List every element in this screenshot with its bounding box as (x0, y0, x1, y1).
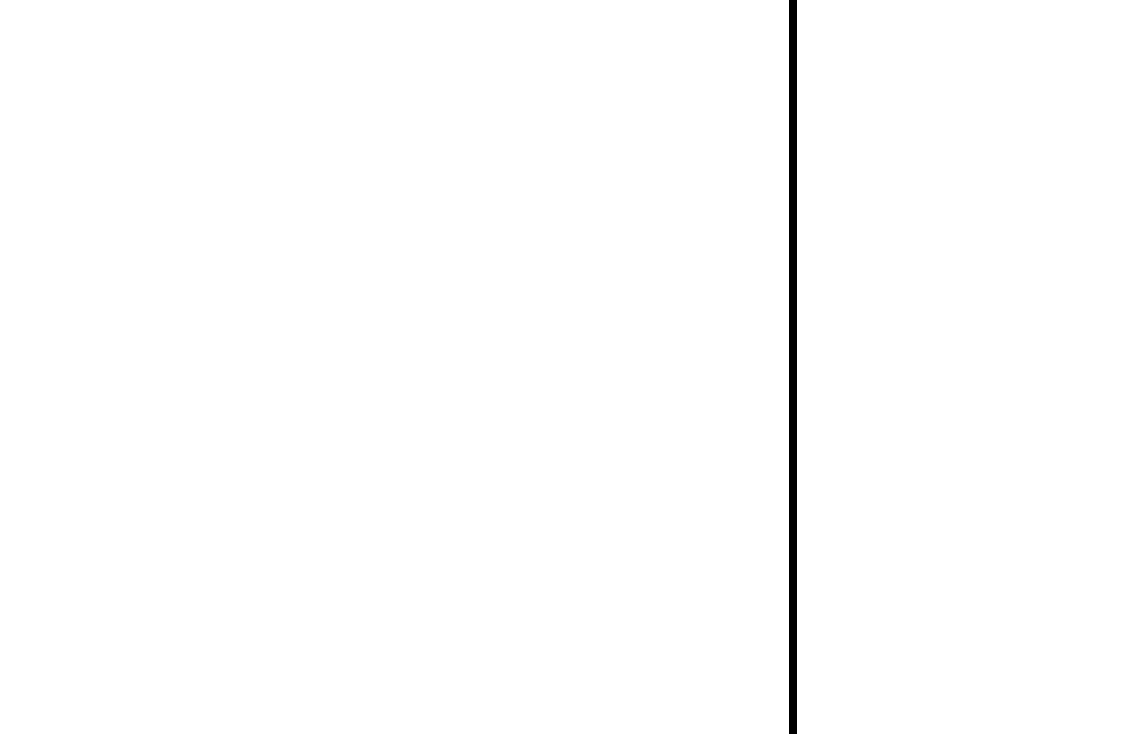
column-separator (789, 0, 797, 734)
